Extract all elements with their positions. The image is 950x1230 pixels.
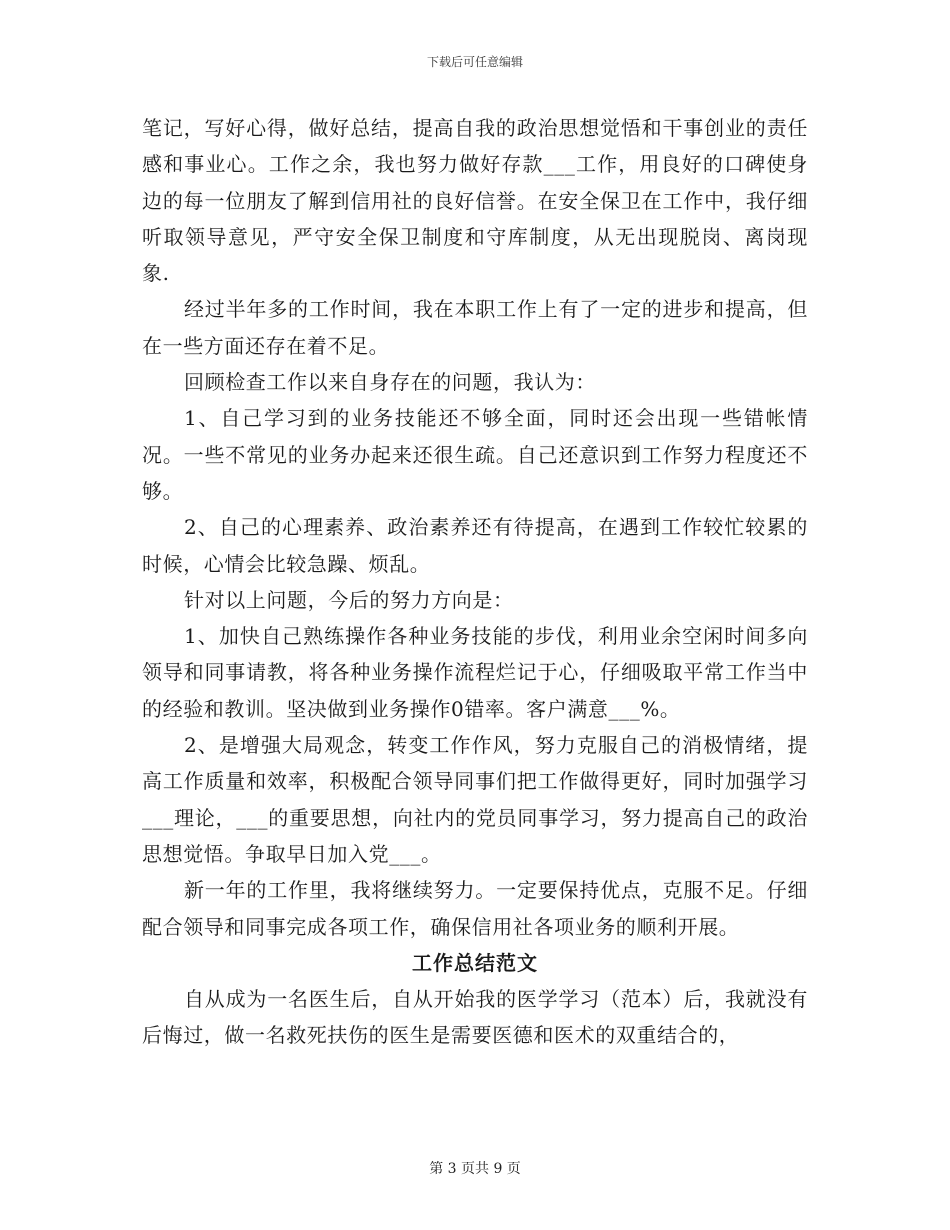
paragraph-4: 1、自己学习到的业务技能还不够全面，同时还会出现一些错帐情况。一些不常见的业务办起来还很生疏。自己还意识到工作努力程度还不够。 [142, 406, 808, 503]
paragraph-7: 1、加快自己熟练操作各种业务技能的步伐，利用业余空闲时间多向领导和同事请教，将各种业务操作流程烂记于心，仔细吸取平常工作当中的经验和教训。坚决做到业务操作0错率。客户满意___%。 [142, 624, 808, 721]
paragraph-5: 2、自己的心理素养、政治素养还有待提高，在遇到工作较忙较累的时候，心情会比较急躁、烦乱。 [142, 515, 808, 576]
document-body [142, 110, 808, 1054]
paragraph-1: 笔记，写好心得，做好总结，提高自我的政治思想觉悟和干事创业的责任感和事业心。工作之余，我也努力做好存款___工作，用良好的口碑使身边的每一位朋友了解到信用社的良好信誉。在安全保卫在工作中，我仔细听取领导意见，严守安全保卫制度和守库制度，从无出现脱岗、离岗现象. [142, 116, 808, 286]
section-paragraph-1: 自从成为一名医生后，自从开始我的医学学习（范本）后，我就没有后悔过，做一名救死扶伤的医生是需要医德和医术的双重结合的， [142, 987, 808, 1048]
paragraph-3: 回顾检查工作以来自身存在的问题，我认为： [184, 370, 596, 395]
page-header: 下载后可任意编辑 [426, 55, 523, 69]
page-footer: 第 3 页共 9 页 [429, 1161, 521, 1177]
paragraph-8: 2、是增强大局观念，转变工作作风，努力克服自己的消极情绪，提高工作质量和效率，积极配合领导同事们把工作做得更好，同时加强学习___理论，___的重要思想，向社内的党员同事学习，努力提高自己的政治思想觉悟。争取早日加入党___。 [142, 733, 808, 866]
paragraph-2: 经过半年多的工作时间，我在本职工作上有了一定的进步和提高，但在一些方面还存在着不足。 [142, 297, 808, 358]
paragraph-9: 新一年的工作里，我将继续努力。一定要保持优点，克服不足。仔细配合领导和同事完成各项工作，确保信用社各项业务的顺利开展。 [142, 878, 808, 939]
section-title: 工作总结范文 [412, 950, 538, 975]
paragraph-6: 针对以上问题，今后的努力方向是： [184, 587, 514, 612]
